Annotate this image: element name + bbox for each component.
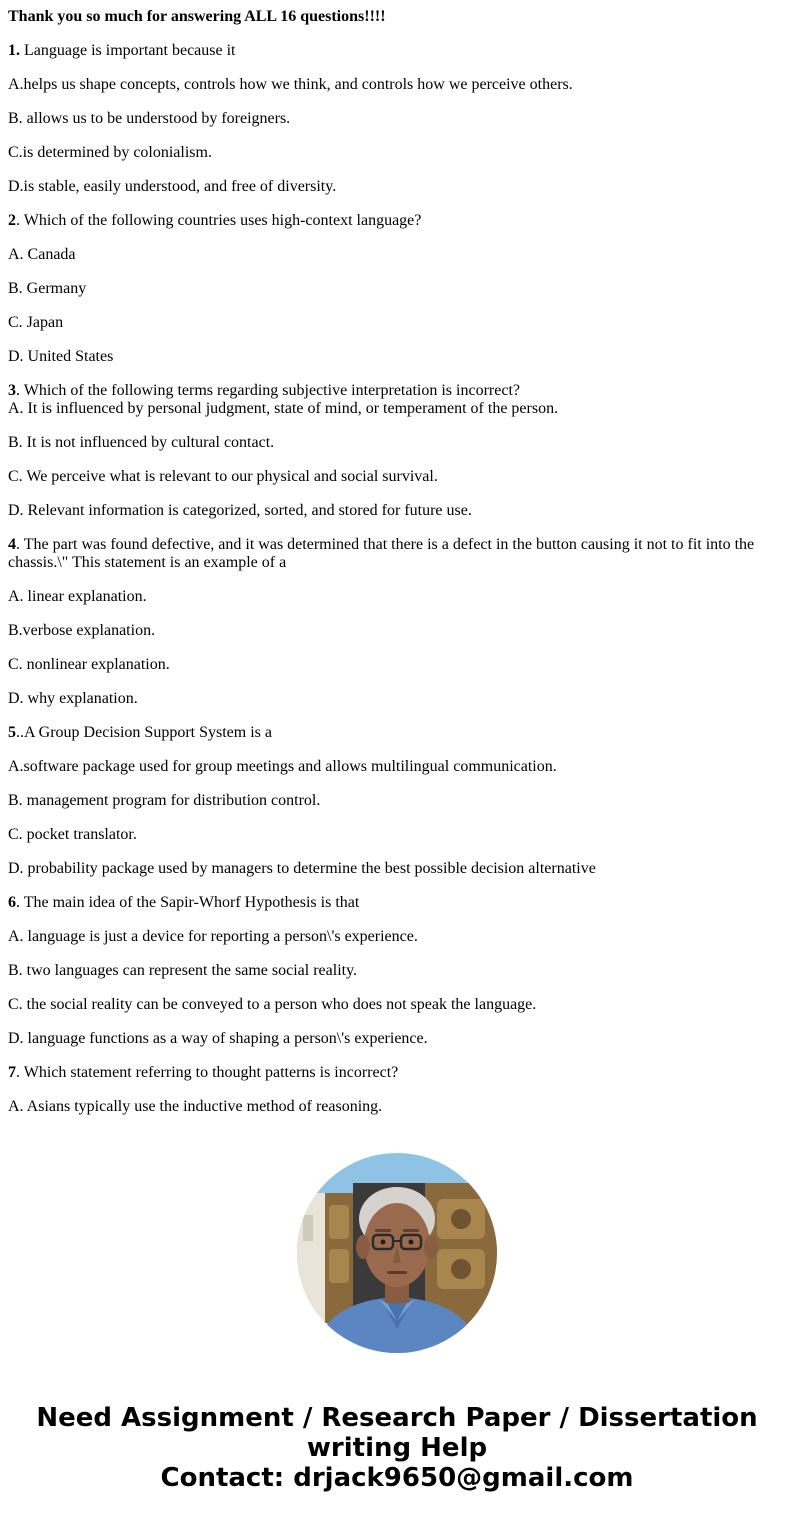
banner-subheadline: writing Help bbox=[306, 1433, 488, 1463]
option-4d: D. why explanation. bbox=[8, 690, 138, 707]
option-2c: C. Japan bbox=[8, 314, 64, 331]
question-number: 1. bbox=[8, 42, 20, 59]
option-5c: C. pocket translator. bbox=[8, 826, 137, 843]
avatar-portrait-illustration bbox=[297, 1153, 497, 1353]
question-7 bbox=[8, 1064, 786, 1082]
question-number: 6 bbox=[8, 894, 16, 911]
option-1c: C.is determined by colonialism. bbox=[8, 144, 212, 161]
question-1 bbox=[8, 42, 786, 60]
question-text: . Which of the following terms regarding subjective interpretation is incorrect? bbox=[16, 382, 520, 399]
question-number: 7 bbox=[8, 1064, 16, 1081]
question-number: 5 bbox=[8, 724, 16, 741]
banner-headline: Need Assignment / Research Paper / Dissertation bbox=[36, 1403, 758, 1433]
option-2a: A. Canada bbox=[8, 246, 76, 263]
question-text: . Which statement referring to thought patterns is incorrect? bbox=[16, 1064, 399, 1081]
option-4b: B.verbose explanation. bbox=[8, 622, 156, 639]
option-3a: A. It is influenced by personal judgment, state of mind, or temperament of the person. bbox=[8, 400, 559, 417]
contact-banner bbox=[0, 1403, 794, 1493]
banner-contact-email: Contact: drjack9650@gmail.com bbox=[160, 1463, 634, 1493]
option-6b: B. two languages can represent the same social reality. bbox=[8, 962, 358, 979]
option-5d: D. probability package used by managers to determine the best possible decision alternative bbox=[8, 860, 596, 877]
option-6d: D. language functions as a way of shaping a person\'s experience. bbox=[8, 1030, 428, 1047]
question-number: 4 bbox=[8, 536, 16, 553]
question-text: Language is important because it bbox=[20, 42, 236, 59]
option-1d: D.is stable, easily understood, and free of diversity. bbox=[8, 178, 337, 195]
option-4c: C. nonlinear explanation. bbox=[8, 656, 170, 673]
question-text: ..A Group Decision Support System is a bbox=[16, 724, 272, 741]
question-text: . Which of the following countries uses high-context language? bbox=[16, 212, 422, 229]
option-3b: B. It is not influenced by cultural contact. bbox=[8, 434, 275, 451]
question-text: . The part was found defective, and it was determined that there is a defect in the button causing it not to fit into the chassis.\" This statement is an example of a bbox=[8, 536, 755, 571]
option-2b: B. Germany bbox=[8, 280, 87, 297]
question-text: . The main idea of the Sapir-Whorf Hypothesis is that bbox=[16, 894, 360, 911]
avatar bbox=[297, 1153, 497, 1353]
option-1a: A.helps us shape concepts, controls how we think, and controls how we perceive others. bbox=[8, 76, 573, 93]
option-3d: D. Relevant information is categorized, sorted, and stored for future use. bbox=[8, 502, 472, 519]
option-3c: C. We perceive what is relevant to our physical and social survival. bbox=[8, 468, 438, 485]
question-4 bbox=[8, 536, 786, 572]
option-4a: A. linear explanation. bbox=[8, 588, 147, 605]
question-2 bbox=[8, 212, 786, 230]
question-number: 2 bbox=[8, 212, 16, 229]
question-3 bbox=[8, 382, 786, 400]
question-5 bbox=[8, 724, 786, 742]
option-6a: A. language is just a device for reporting a person\'s experience. bbox=[8, 928, 418, 945]
intro-heading: Thank you so much for answering ALL 16 questions!!!! bbox=[8, 8, 386, 25]
option-2d: D. United States bbox=[8, 348, 114, 365]
option-5a: A.software package used for group meetings and allows multilingual communication. bbox=[8, 758, 557, 775]
question-number: 3 bbox=[8, 382, 16, 399]
option-7a: A. Asians typically use the inductive method of reasoning. bbox=[8, 1098, 383, 1115]
option-1b: B. allows us to be understood by foreigners. bbox=[8, 110, 291, 127]
option-6c: C. the social reality can be conveyed to a person who does not speak the language. bbox=[8, 996, 537, 1013]
option-5b: B. management program for distribution control. bbox=[8, 792, 321, 809]
question-6 bbox=[8, 894, 786, 912]
